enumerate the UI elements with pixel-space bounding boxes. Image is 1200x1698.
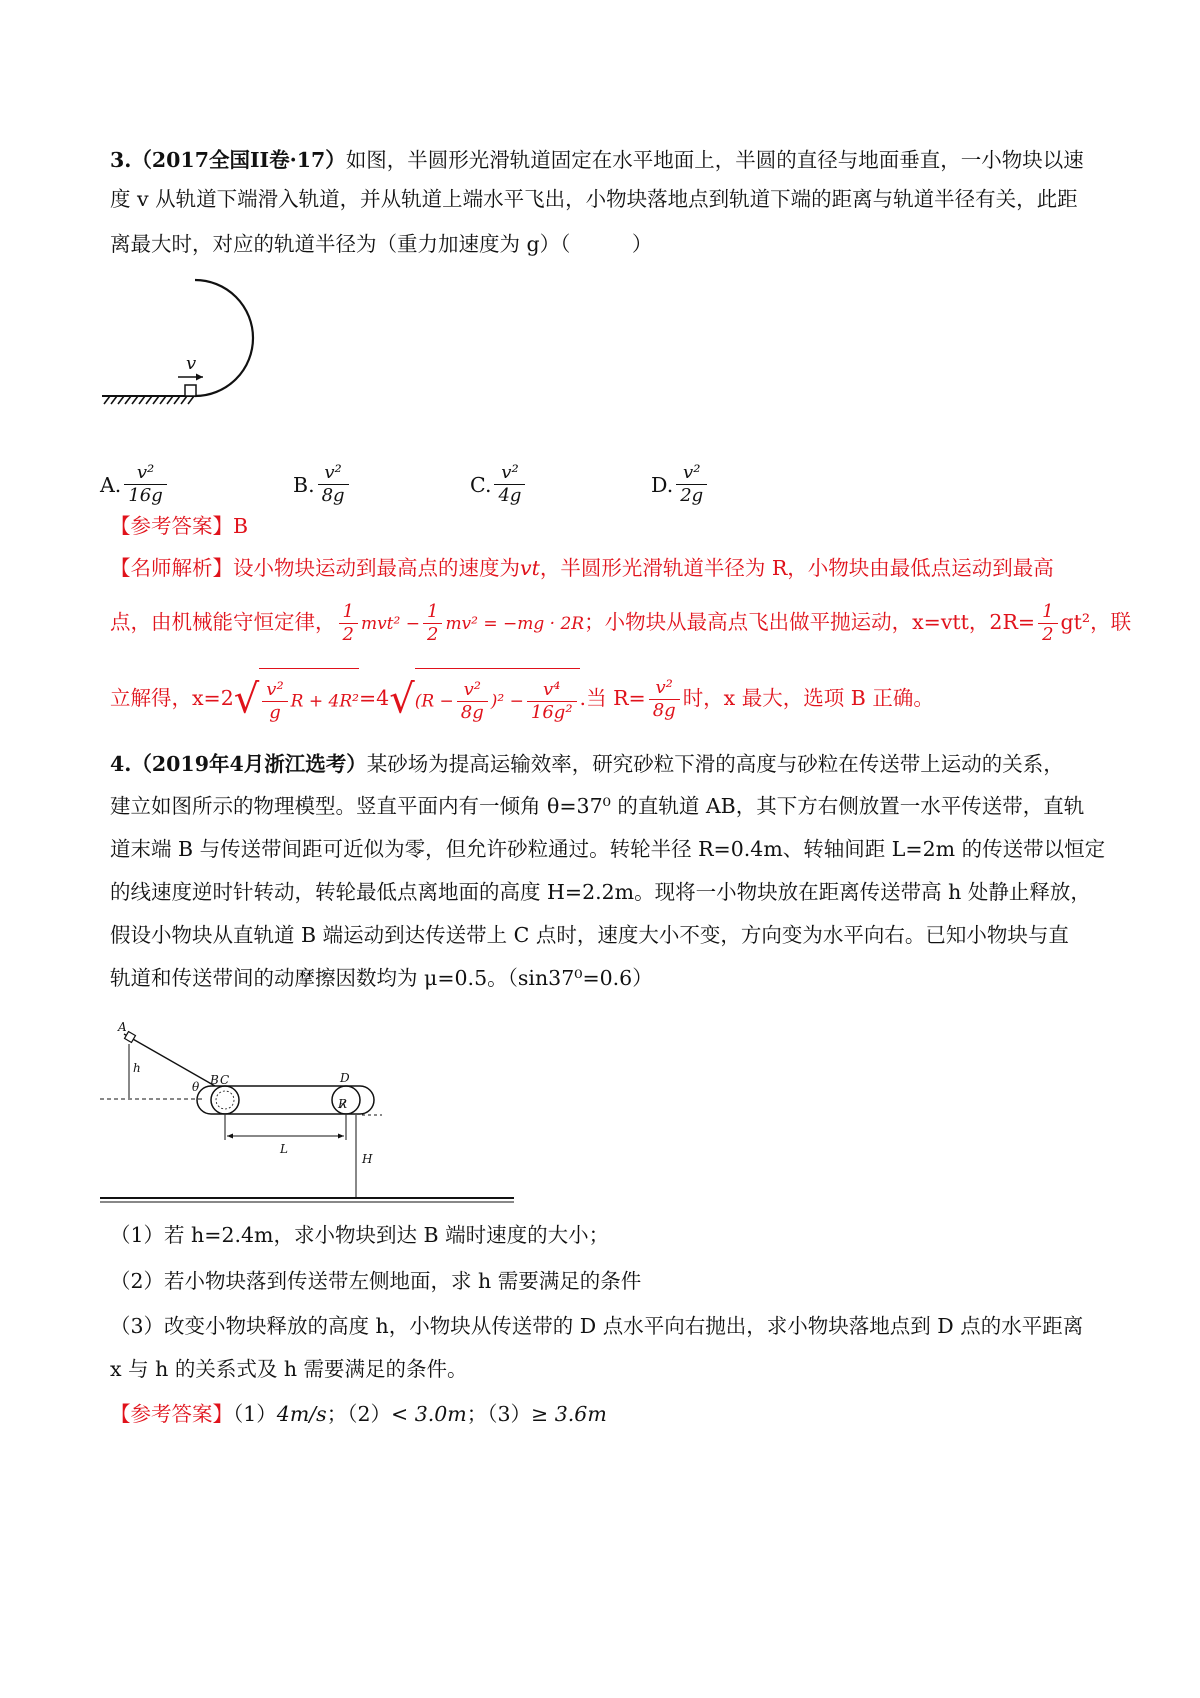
q3-analysis-line-1: 【名师解析】设小物块运动到最高点的速度为vt，半圆形光滑轨道半径为 R，小物块由最低点运动到最高 [110,556,1054,580]
answer-2: < 3.0m [391,1402,467,1426]
semicircle-track [195,280,253,396]
q4-sub-2: （2）若小物块落到传送带左侧地面，求 h 需要满足的条件 [110,1269,642,1293]
q4-figure-conveyor [100,1018,520,1213]
analysis-tag: 【名师解析】 [110,556,233,580]
option-d: D. $\frac{\text{v²}}{2g}$ [651,462,710,507]
label-h: h [133,1061,141,1075]
q3-number: 3. [110,148,132,172]
label-r: R [338,1097,348,1111]
label-c: C [220,1073,230,1087]
option-a: A. $\frac{\text{v²}}{16g}$ [100,462,170,507]
left-pulley [211,1086,239,1114]
sqrt-expression-2: √(R − $\frac{\text{v²}}{8g}$ )² − $\frac{\text{v⁴}}{\text{16g²}}$ [389,668,579,731]
q3-source: （2017全国II卷·17） [131,148,346,172]
option-b: B. $\frac{\text{v²}}{8g}$ [293,462,352,507]
answer-tag: 【参考答案】 [110,514,233,538]
answer-1: 4m/s [276,1402,327,1426]
q4-number: 4. [110,752,132,776]
q4-line-5: 假设小物块从直轨道 B 端运动到达传送带上 C 点时，速度大小不变，方向变为水平向右。已知小物块与直 [110,923,1069,947]
label-d: D [340,1071,350,1085]
q4-sub-3b: x 与 h 的关系式及 h 需要满足的条件。 [110,1357,468,1381]
label-l: L [280,1142,288,1156]
q3-line-1 [110,145,1100,175]
sqrt-expression-1: √ $\frac{\text{v²}}{g}$ R + 4R² [234,668,359,731]
option-c: C. $\frac{\text{v²}}{4g}$ [470,462,528,507]
q3-figure-semicircle-track [100,270,270,410]
label-theta: θ [192,1080,200,1094]
answer-value: B [233,514,249,538]
q3-analysis-line-2: 点，由机械能守恒定律， $\frac{1}{2}$ mvt² − $\frac{1}{2}$ mv² = −mg · 2R；小物块从最高点飞出做平抛运动，x=vtt，2R= $\frac{1}{2}$ gt²，联 [110,601,1132,645]
velocity-arrow-head [196,374,203,381]
q4-line-6: 轨道和传送带间的动摩擦因数均为 μ=0.5。（sin37⁰=0.6） [110,966,653,990]
answer-tag: 【参考答案】 [110,1402,233,1426]
label-a: A [118,1020,127,1034]
q4-source: （2019年4月浙江选考） [131,752,367,776]
q4-line-1: 4.（2019年4月浙江选考）某砂场为提高运输效率，研究砂粒下滑的高度与砂粒在传送带上运动的关系， [110,752,1064,776]
q4-line-4: 的线速度逆时针转动，转轮最低点离地面的高度 H=2.2m。现将一小物块放在距离传送带高 h 处静止释放， [110,880,1091,904]
q4-sub-3a: （3）改变小物块释放的高度 h，小物块从传送带的 D 点水平向右抛出，求小物块落地点到 D 点的水平距离 [110,1314,1084,1338]
q3-line-3: 离最大时，对应的轨道半径为（重力加速度为 g）（ ） [110,232,653,256]
label-big-h: H [362,1152,373,1166]
q4-answer: 【参考答案】（1）4m/s；（2）< 3.0m；（3）≥ 3.6m [110,1402,607,1426]
q4-line-2: 建立如图所示的物理模型。竖直平面内有一倾角 θ=37⁰ 的直轨道 AB，其下方右侧放置一水平传送带，直轨 [110,794,1085,818]
q4-line-3: 道末端 B 与传送带间距可近似为零，但允许砂粒通过。转轮半径 R=0.4m、转轴间距 L=2m 的传送带以恒定 [110,837,1106,861]
q3-line-2: 度 v 从轨道下端滑入轨道，并从轨道上端水平飞出，小物块落地点到轨道下端的距离与轨道半径有关，此距 [110,187,1078,211]
small-block [185,385,196,396]
q3-text-1: 如图，半圆形光滑轨道固定在水平地面上，半圆的直径与地面垂直，一小物块以速 [345,148,1084,172]
q3-answer [110,511,1100,541]
answer-3: ≥ 3.6m [531,1402,607,1426]
label-b: B [210,1073,219,1087]
q4-sub-1: （1）若 h=2.4m，求小物块到达 B 端时速度的大小； [110,1223,610,1247]
velocity-label: v [186,353,197,374]
incline-ab [124,1034,215,1086]
q3-analysis-line-3: 立解得，x=2√ $\frac{\text{v²}}{g}$ R + 4R²=4√(R − $\frac{\text{v²}}{8g}$ )² − $\frac{\text{v⁴}}{\text{16g²}}$ .当 R= $\frac{\text{v²}}{8g}$ 时，x 最大，选项 B 正确。 [110,668,1100,731]
ground-hatching [104,396,194,404]
